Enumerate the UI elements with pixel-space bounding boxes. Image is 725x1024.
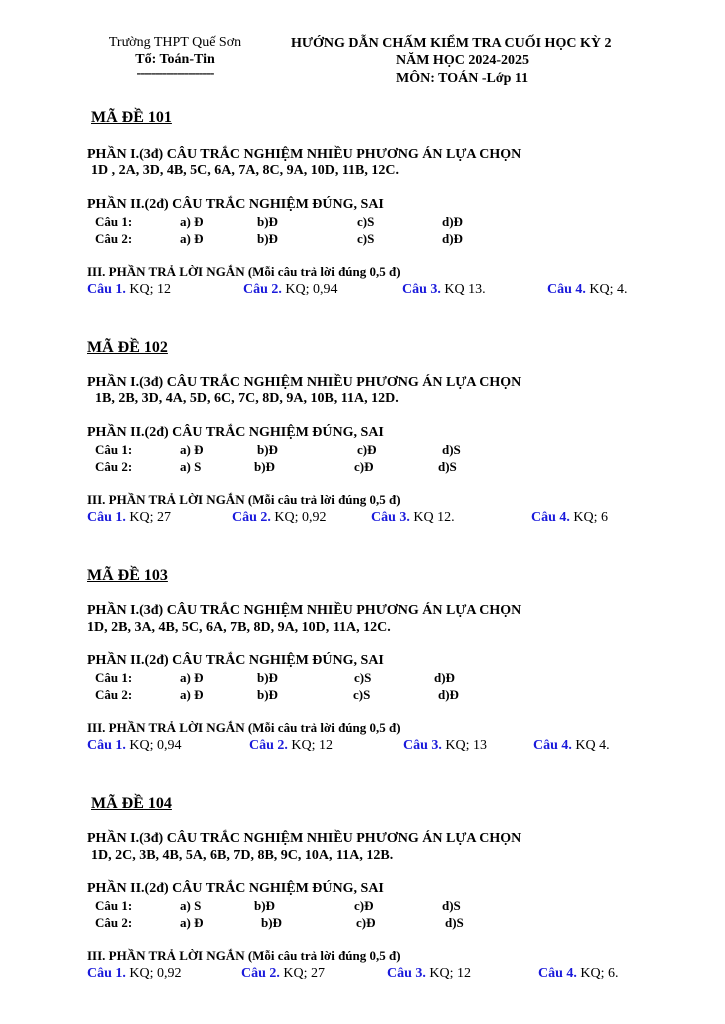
short-answer-label: Câu 4. xyxy=(547,282,586,297)
short-answer-value: KQ; 0,94 xyxy=(129,738,182,753)
tf-answer-c: c)S xyxy=(357,214,375,229)
version-code-103: MÃ ĐỀ 103 xyxy=(87,567,168,584)
short-answer-value: KQ; 13 xyxy=(445,738,488,753)
short-answer-4 xyxy=(533,738,610,754)
part3-title: III. PHẦN TRẢ LỜI NGẮN (Mỗi câu trả lời đúng 0,5 đ) xyxy=(87,948,401,963)
tf-answer-c: c)S xyxy=(353,687,371,702)
tf-answer-b: b)Đ xyxy=(257,687,278,702)
part3-title: III. PHẦN TRẢ LỜI NGẮN (Mỗi câu trả lời đúng 0,5 đ) xyxy=(87,264,401,279)
part2-title: PHẦN II.(2đ) CÂU TRẮC NGHIỆM ĐÚNG, SAI xyxy=(87,425,384,440)
short-answer-value: KQ; 27 xyxy=(129,510,172,525)
short-answer-value: KQ; 0,92 xyxy=(274,510,327,525)
short-answer-3 xyxy=(387,966,471,982)
tf-answer-a: a) Đ xyxy=(180,915,204,930)
part1-title: PHẦN I.(3đ) CÂU TRẮC NGHIỆM NHIỀU PHƯƠNG ÁN LỰA CHỌN xyxy=(87,375,522,390)
short-answer-label: Câu 1. xyxy=(87,738,126,753)
short-answer-1 xyxy=(87,966,182,982)
tf-answer-b: b)Đ xyxy=(257,442,278,457)
tf-row-label: Câu 2: xyxy=(95,231,133,246)
short-answer-label: Câu 4. xyxy=(531,510,570,525)
tf-answer-a: a) Đ xyxy=(180,231,204,246)
department-name: Tổ: Toán-Tin xyxy=(135,52,215,67)
short-answer-3 xyxy=(402,282,486,298)
doc-title: HƯỚNG DẪN CHẤM KIỂM TRA CUỐI HỌC KỲ 2 xyxy=(291,36,612,51)
tf-answer-c: c)Đ xyxy=(354,898,374,913)
short-answer-1 xyxy=(87,510,171,526)
subject-line: MÔN: TOÁN -Lớp 11 xyxy=(396,71,529,86)
tf-answer-a: a) Đ xyxy=(180,442,204,457)
tf-answer-d: d)S xyxy=(438,459,457,474)
tf-answer-d: d)S xyxy=(442,898,461,913)
short-answer-label: Câu 3. xyxy=(371,510,410,525)
tf-answer-d: d)S xyxy=(442,442,461,457)
short-answer-label: Câu 3. xyxy=(387,966,426,981)
part2-title: PHẦN II.(2đ) CÂU TRẮC NGHIỆM ĐÚNG, SAI xyxy=(87,197,384,212)
tf-row-label: Câu 2: xyxy=(95,459,133,474)
short-answer-4 xyxy=(538,966,619,982)
short-answer-value: KQ; 12 xyxy=(429,966,472,981)
short-answer-1 xyxy=(87,738,182,754)
short-answer-2 xyxy=(232,510,327,526)
short-answer-value: KQ 13. xyxy=(444,282,486,297)
tf-answer-c: c)S xyxy=(357,231,375,246)
short-answer-3 xyxy=(371,510,455,526)
short-answer-4 xyxy=(547,282,628,298)
tf-answer-b: b)Đ xyxy=(261,915,282,930)
short-answer-label: Câu 2. xyxy=(241,966,280,981)
short-answer-label: Câu 3. xyxy=(402,282,441,297)
school-name: Trường THPT Quế Sơn xyxy=(108,35,242,50)
version-code-102: MÃ ĐỀ 102 xyxy=(87,339,168,356)
tf-answer-a: a) Đ xyxy=(180,214,204,229)
short-answer-label: Câu 4. xyxy=(533,738,572,753)
part3-title: III. PHẦN TRẢ LỜI NGẮN (Mỗi câu trả lời đúng 0,5 đ) xyxy=(87,720,401,735)
short-answer-value: KQ; 6. xyxy=(580,966,619,981)
short-answer-label: Câu 1. xyxy=(87,966,126,981)
part1-title: PHẦN I.(3đ) CÂU TRẮC NGHIỆM NHIỀU PHƯƠNG ÁN LỰA CHỌN xyxy=(87,603,522,618)
tf-answer-b: b)Đ xyxy=(254,459,275,474)
short-answer-value: KQ; 0,92 xyxy=(129,966,182,981)
part3-title: III. PHẦN TRẢ LỜI NGẮN (Mỗi câu trả lời đúng 0,5 đ) xyxy=(87,492,401,507)
short-answer-label: Câu 1. xyxy=(87,510,126,525)
tf-answer-a: a) S xyxy=(180,898,202,913)
part1-answers: 1D, 2C, 3B, 4B, 5A, 6B, 7D, 8B, 9C, 10A, 11A, 12B. xyxy=(91,848,394,863)
tf-answer-d: d)S xyxy=(445,915,464,930)
tf-answer-d: d)Đ xyxy=(434,670,455,685)
tf-answer-d: d)Đ xyxy=(442,231,463,246)
part2-title: PHẦN II.(2đ) CÂU TRẮC NGHIỆM ĐÚNG, SAI xyxy=(87,881,384,896)
tf-answer-d: d)Đ xyxy=(438,687,459,702)
tf-row-label: Câu 1: xyxy=(95,670,133,685)
tf-answer-c: c)Đ xyxy=(356,915,376,930)
tf-answer-b: b)Đ xyxy=(254,898,275,913)
short-answer-2 xyxy=(243,282,338,298)
tf-row-label: Câu 2: xyxy=(95,687,133,702)
tf-answer-a: a) Đ xyxy=(180,670,204,685)
part1-title: PHẦN I.(3đ) CÂU TRẮC NGHIỆM NHIỀU PHƯƠNG ÁN LỰA CHỌN xyxy=(87,831,522,846)
short-answer-2 xyxy=(241,966,325,982)
part1-title: PHẦN I.(3đ) CÂU TRẮC NGHIỆM NHIỀU PHƯƠNG ÁN LỰA CHỌN xyxy=(87,147,522,162)
part1-answers: 1D, 2B, 3A, 4B, 5C, 6A, 7B, 8D, 9A, 10D, 11A, 12C. xyxy=(87,620,391,635)
short-answer-label: Câu 3. xyxy=(403,738,442,753)
short-answer-value: KQ 4. xyxy=(575,738,610,753)
tf-answer-b: b)Đ xyxy=(257,214,278,229)
short-answer-label: Câu 1. xyxy=(87,282,126,297)
tf-answer-b: b)Đ xyxy=(257,231,278,246)
short-answer-label: Câu 4. xyxy=(538,966,577,981)
short-answer-1 xyxy=(87,282,171,298)
tf-row-label: Câu 1: xyxy=(95,898,133,913)
part1-answers: 1D , 2A, 3D, 4B, 5C, 6A, 7A, 8C, 9A, 10D, 11B, 12C. xyxy=(91,163,400,178)
short-answer-2 xyxy=(249,738,333,754)
tf-answer-c: c)Đ xyxy=(354,459,374,474)
tf-answer-a: a) Đ xyxy=(180,687,204,702)
version-code-104: MÃ ĐỀ 104 xyxy=(91,795,172,812)
short-answer-value: KQ 12. xyxy=(413,510,455,525)
tf-answer-a: a) S xyxy=(180,459,202,474)
header-divider: --------------------- xyxy=(136,66,214,81)
short-answer-value: KQ; 0,94 xyxy=(285,282,338,297)
short-answer-value: KQ; 12 xyxy=(129,282,172,297)
short-answer-value: KQ; 27 xyxy=(283,966,326,981)
tf-row-label: Câu 1: xyxy=(95,214,133,229)
short-answer-label: Câu 2. xyxy=(243,282,282,297)
tf-row-label: Câu 2: xyxy=(95,915,133,930)
tf-answer-c: c)Đ xyxy=(357,442,377,457)
short-answer-4 xyxy=(531,510,608,526)
school-year: NĂM HỌC 2024-2025 xyxy=(396,53,529,68)
tf-answer-b: b)Đ xyxy=(257,670,278,685)
short-answer-value: KQ; 4. xyxy=(589,282,628,297)
tf-answer-c: c)S xyxy=(354,670,372,685)
short-answer-value: KQ; 6 xyxy=(573,510,609,525)
part2-title: PHẦN II.(2đ) CÂU TRẮC NGHIỆM ĐÚNG, SAI xyxy=(87,653,384,668)
short-answer-label: Câu 2. xyxy=(249,738,288,753)
version-code-101: MÃ ĐỀ 101 xyxy=(91,109,172,126)
part1-answers: 1B, 2B, 3D, 4A, 5D, 6C, 7C, 8D, 9A, 10B, 11A, 12D. xyxy=(95,391,399,406)
short-answer-3 xyxy=(403,738,487,754)
tf-answer-d: d)Đ xyxy=(442,214,463,229)
short-answer-label: Câu 2. xyxy=(232,510,271,525)
tf-row-label: Câu 1: xyxy=(95,442,133,457)
short-answer-value: KQ; 12 xyxy=(291,738,334,753)
